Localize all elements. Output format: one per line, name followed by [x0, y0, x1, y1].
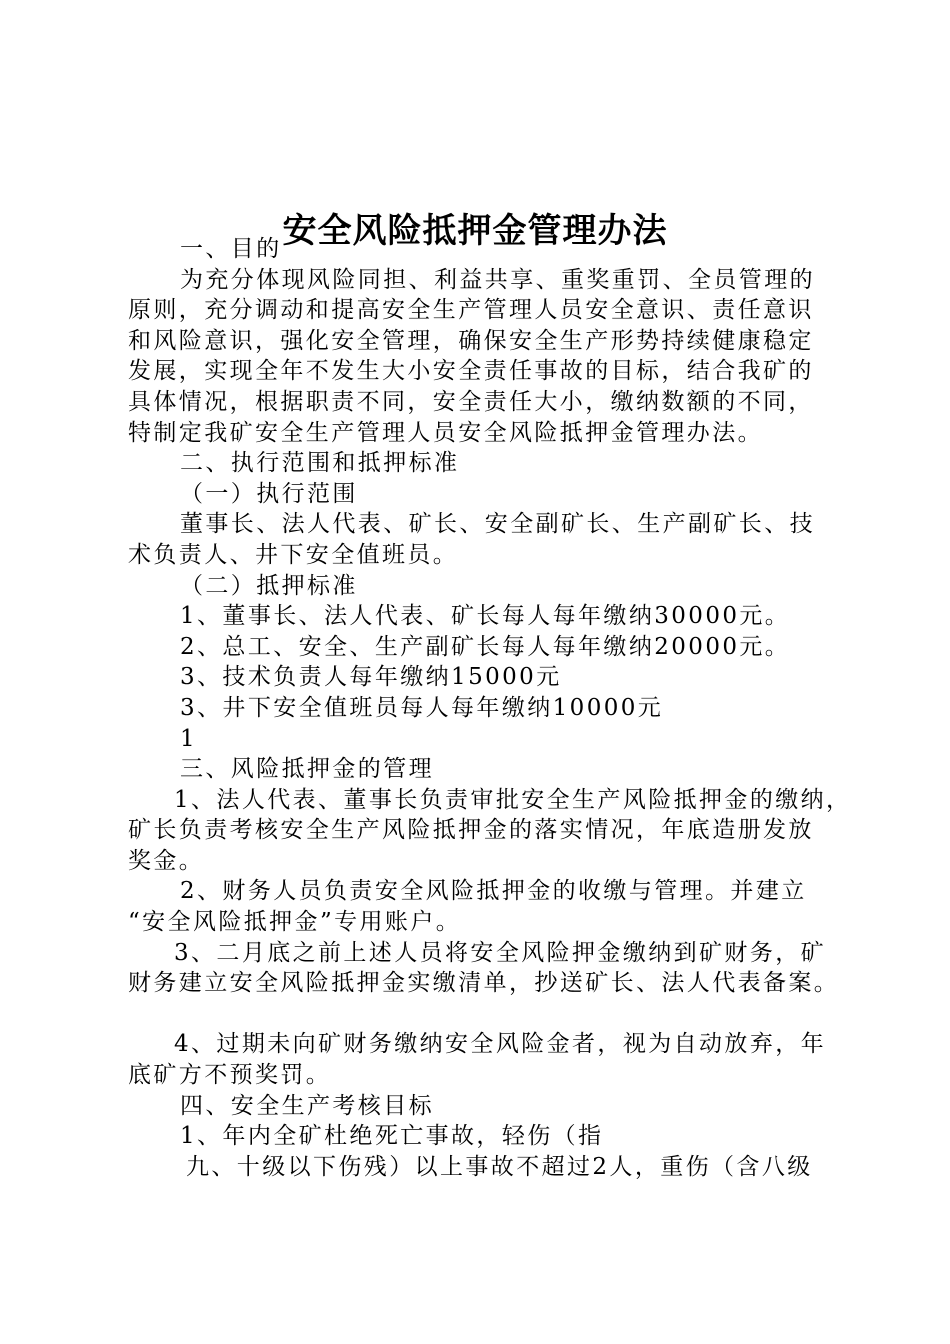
section-heading: 四、安全生产考核目标 [180, 1092, 434, 1119]
blank-line [128, 999, 838, 1030]
document-title: 安全风险抵押金管理办法 [282, 210, 668, 251]
page-number: 1 [180, 725, 198, 752]
paragraph-line: 术负责人、井下安全值班员。 [128, 541, 459, 568]
section-heading: 二、执行范围和抵押标准 [180, 450, 460, 477]
paragraph-line: 奖金。 [128, 847, 205, 874]
paragraph-line: 董事长、法人代表、矿长、安全副矿长、生产副矿长、技 [180, 511, 815, 538]
paragraph-line: 底矿方不预奖罚。 [128, 1062, 332, 1089]
list-item: 4、过期未向矿财务缴纳安全风险金者，视为自动放弃，年 [174, 1031, 827, 1058]
paragraph-line: 财务建立安全风险抵押金实缴清单，抄送矿长、法人代表备案。 [128, 970, 840, 997]
list-item: 1、年内全矿杜绝死亡事故，轻伤（指 [180, 1123, 604, 1150]
paragraph-line: 矿长负责考核安全生产风险抵押金的落实情况，年底造册发放 [128, 817, 814, 844]
paragraph-line: 特制定我矿安全生产管理人员安全风险抵押金管理办法。 [128, 419, 763, 446]
document-body [128, 234, 852, 1182]
list-item: 1、董事长、法人代表、矿长每人每年缴纳30000元。 [180, 603, 791, 630]
paragraph-line: 九、十级以下伤残）以上事故不超过2人，重伤（含八级 [186, 1153, 813, 1180]
subsection-heading: （一）执行范围 [180, 480, 358, 507]
list-item: 2、总工、安全、生产副矿长每人每年缴纳20000元。 [180, 633, 791, 660]
list-item: 3、技术负责人每年缴纳15000元 [180, 664, 562, 691]
list-item: 3、二月底之前上述人员将安全风险押金缴纳到矿财务，矿 [174, 939, 827, 966]
list-item: 1、法人代表、董事长负责审批安全生产风险抵押金的缴纳， [174, 786, 852, 813]
section-heading: 三、风险抵押金的管理 [180, 756, 434, 783]
list-item: 3、井下安全值班员每人每年缴纳10000元 [180, 694, 664, 721]
paragraph-line: 发展，实现全年不发生大小安全责任事故的目标，结合我矿的 [128, 358, 814, 385]
subsection-heading: （二）抵押标准 [180, 572, 358, 599]
paragraph-line: “安全风险抵押金”专用账户。 [128, 909, 462, 936]
paragraph-line: 和风险意识，强化安全管理，确保安全生产形势持续健康稳定 [128, 327, 814, 354]
paragraph-line: 原则，充分调动和提高安全生产管理人员安全意识、责任意识 [128, 297, 814, 324]
list-item: 2、财务人员负责安全风险抵押金的收缴与管理。并建立 [180, 878, 807, 905]
paragraph-line: 为充分体现风险同担、利益共享、重奖重罚、全员管理的 [180, 266, 815, 293]
section-heading: 一、目的 [180, 236, 282, 262]
paragraph-line: 具体情况，根据职责不同，安全责任大小，缴纳数额的不同， [128, 388, 814, 415]
